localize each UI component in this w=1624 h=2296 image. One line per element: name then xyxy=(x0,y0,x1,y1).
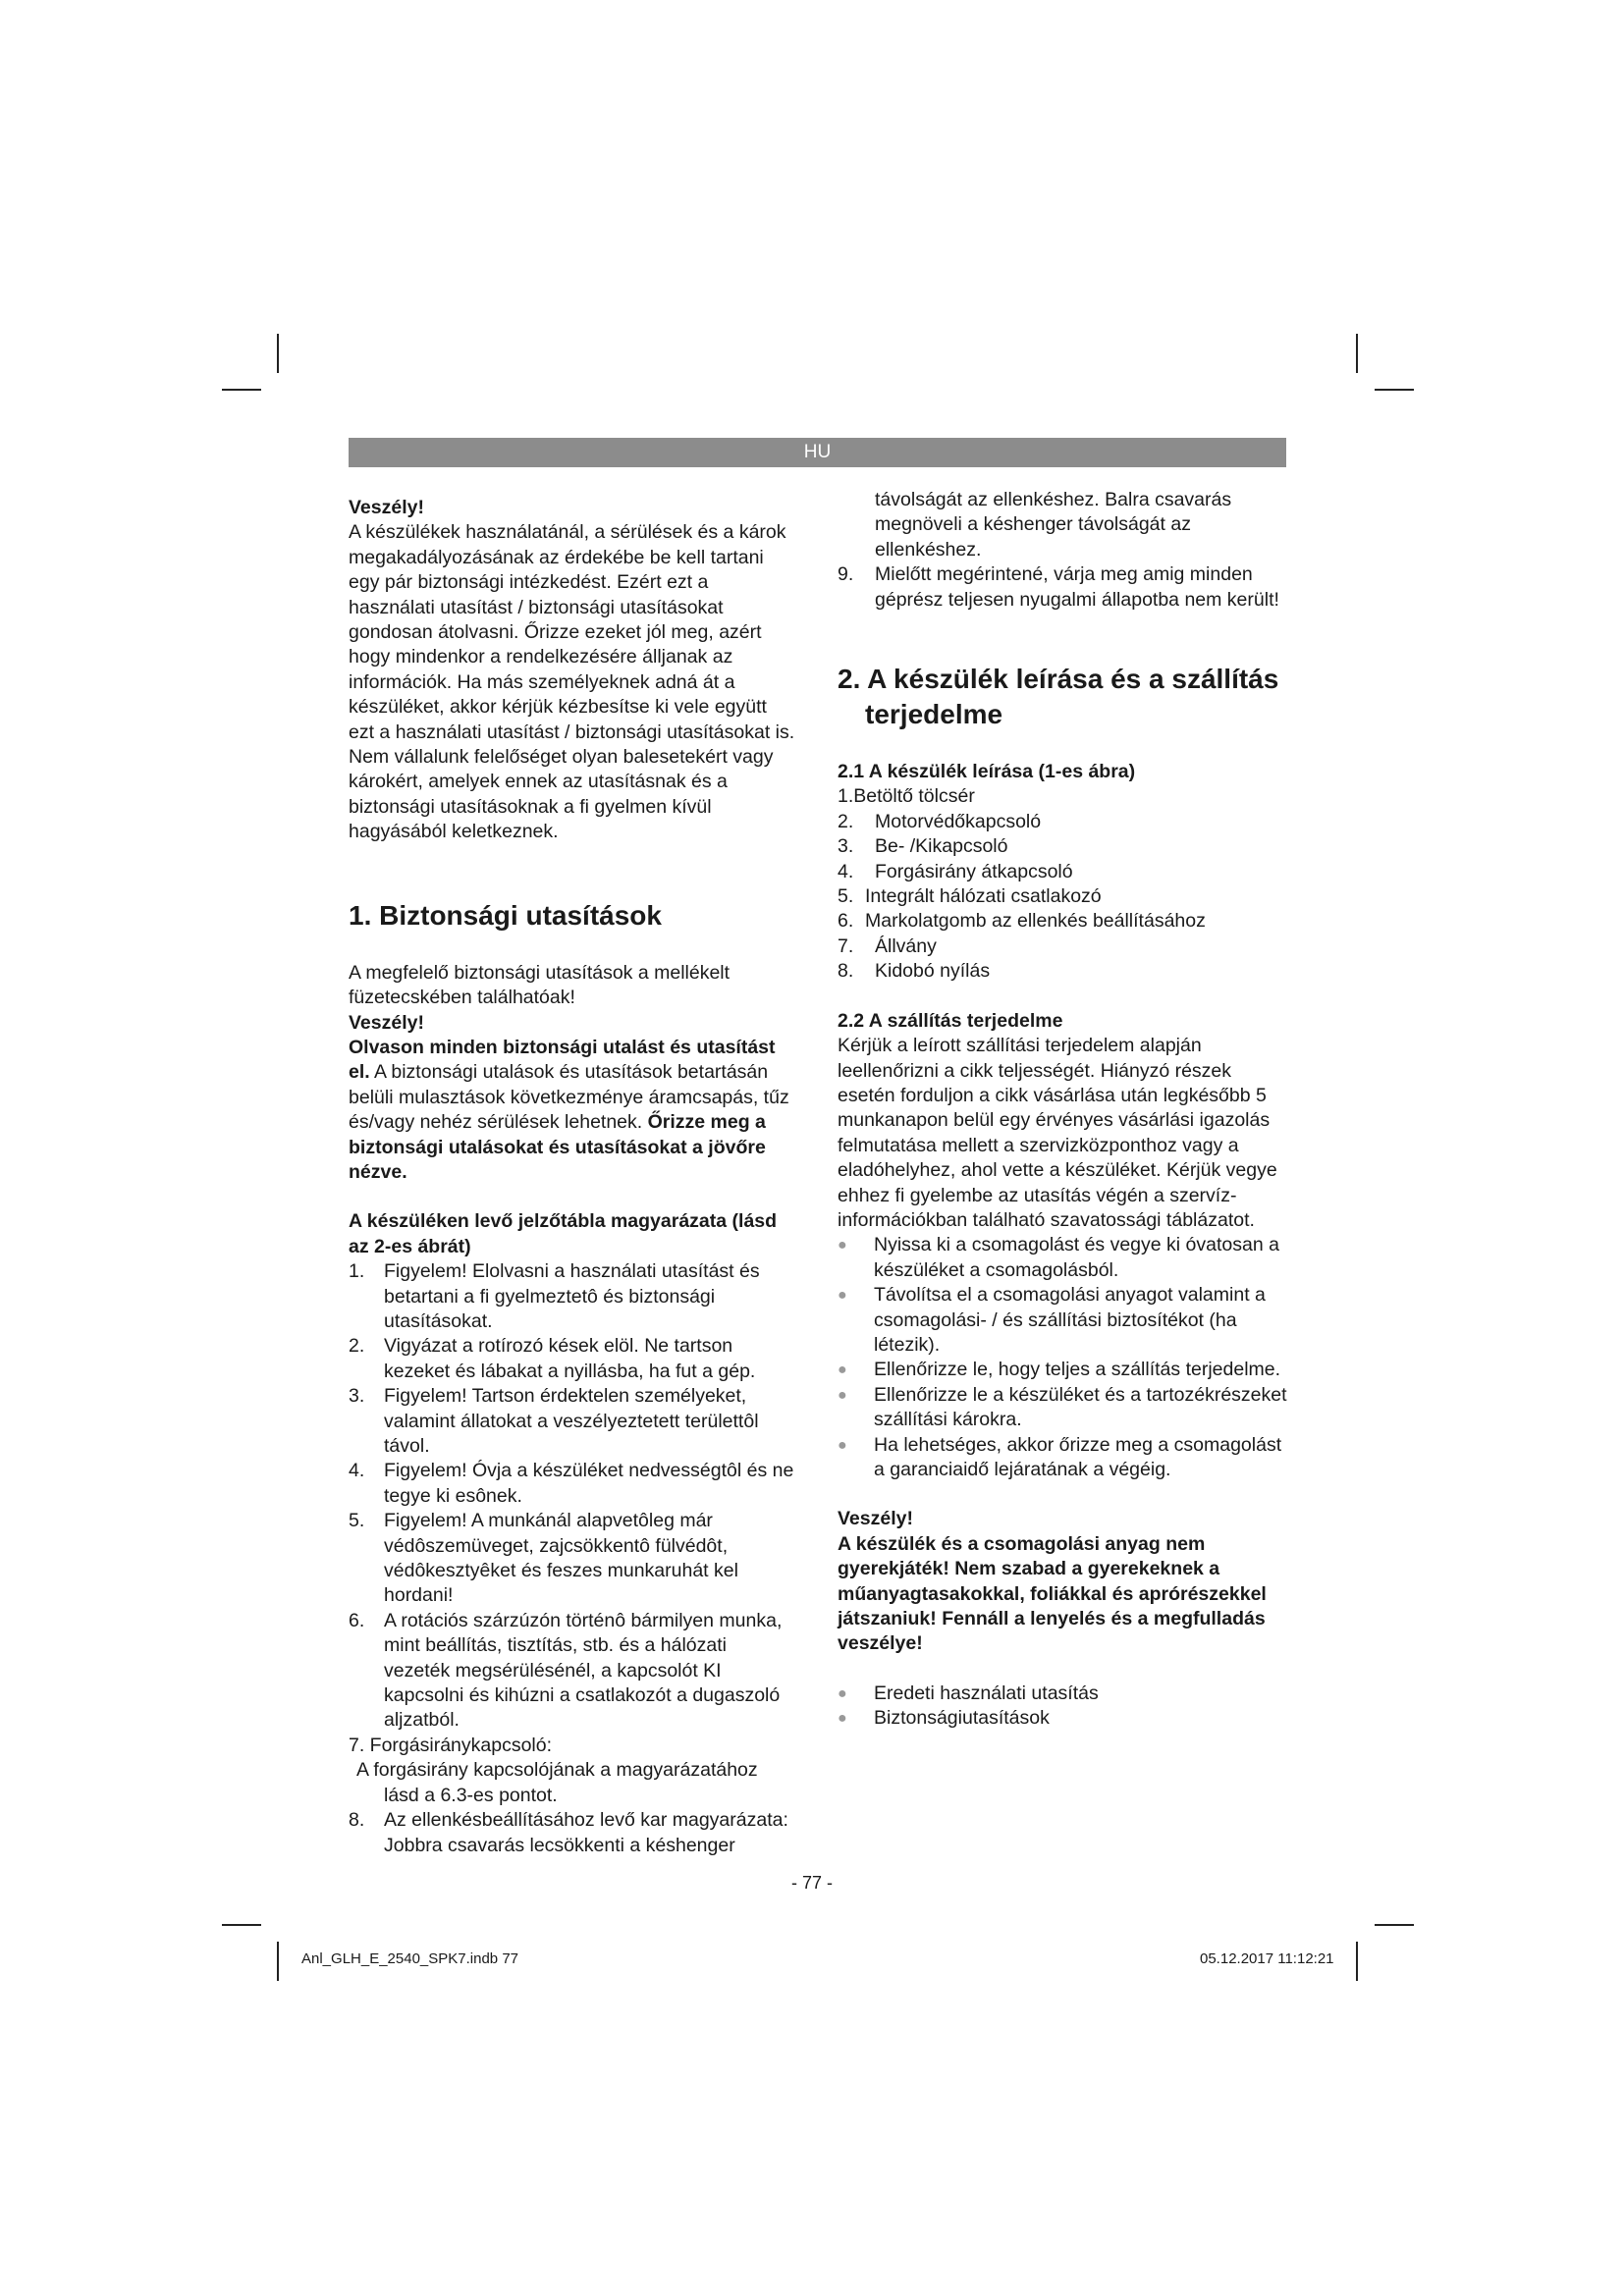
danger-2-text: A készülék és a csomagolási anyag nem gyerekjáték! Nem szabad a gyerekeknek a műanyagtasakokkal, foliákkal és aprórészekkel játszaniuk! Fennáll a lenyelés és a megfulladás veszélye! xyxy=(838,1532,1267,1655)
list-item: 9. Mielőtt megérintené, várja meg amig minden géprész teljesen nyugalmi állapotba nem került! xyxy=(838,563,1279,611)
bullet-icon: ● xyxy=(838,1710,847,1728)
section-1-danger: Veszély! xyxy=(349,1011,424,1034)
device-part: 2. Motorvédőkapcsoló xyxy=(838,810,1042,832)
crop-mark xyxy=(222,1924,261,1926)
danger-title: Veszély! xyxy=(349,497,424,518)
device-part: 3. Be- /Kikapcsoló xyxy=(838,835,1008,858)
section-1-text: A megfelelő biztonsági utasítások a mellékelt füzetecskében találhatóak! xyxy=(349,961,731,1009)
bullet-icon: ● xyxy=(838,1436,847,1454)
list-item-7-text: A forgásirány kapcsolójának a magyarázatához lásd a 6.3-es pontot. xyxy=(356,1759,758,1806)
list-item: 6. A rotációs szárzúzón történô bármilyen munka, mint beállítás, tisztítás, stb. és a hálózati vezeték megsérülésénél, a kapcsolót KI kapcsolni és kihúzni a csatlakozót a dugaszoló aljzatból. xyxy=(349,1609,783,1732)
footer-timestamp: 05.12.2017 11:12:21 xyxy=(1200,1950,1334,1967)
bullet-item: ● Nyissa ki a csomagolást és vegye ki óvatosan a készüléket a csomagolásból. xyxy=(838,1234,1279,1281)
list-item: 4. Figyelem! Óvja a készüléket nedvességtôl és ne tegye ki esônek. xyxy=(349,1460,794,1507)
crop-mark xyxy=(222,389,261,391)
bullet-icon: ● xyxy=(838,1684,847,1702)
section-1-text-2: A biztonsági utalások és utasítások betartásán belüli mulasztások következménye áramcsapás, tűz és/vagy nehéz sérülések lehetnek. xyxy=(349,1061,789,1134)
device-part: 6. Markolatgomb az ellenkés beállításához xyxy=(838,910,1206,933)
crop-mark xyxy=(277,1942,279,1981)
list-item: 2. Vigyázat a rotírozó kések elöl. Ne tartson kezeket és lábakat a nyillásba, ha fut a gép. xyxy=(349,1335,756,1382)
section-1-title: 1. Biztonsági utasítások xyxy=(349,899,662,931)
device-part: 5. Integrált hálózati csatlakozó xyxy=(838,885,1102,908)
device-part: 7. Állvány xyxy=(838,934,937,957)
right-column xyxy=(838,488,1289,1732)
section-2-2-title: 2.2 A szállítás terjedelme xyxy=(838,1009,1063,1032)
bullet-item: ● Ha lehetséges, akkor őrizze meg a csomagolást a garanciaidő lejáratának a végéig. xyxy=(838,1433,1282,1480)
section-1-bold-2: Őrizze meg a biztonsági utalásokat és utasításokat a jövőre nézve. xyxy=(349,1111,766,1183)
footer-filename: Anl_GLH_E_2540_SPK7.indb 77 xyxy=(301,1950,519,1967)
page-number: - 77 - xyxy=(790,1873,833,1893)
bullet-item: ● Távolítsa el a csomagolási anyagot valamint a csomagolási- / és szállítási biztosítékot (ha létezik). xyxy=(838,1284,1266,1356)
section-2-1-title: 2.1 A készülék leírása (1-es ábra) xyxy=(838,761,1136,783)
section-1-bold-1: Olvason minden biztonsági utalást és utasítást el. xyxy=(349,1036,776,1084)
bullet-item: ● Ellenőrizze le, hogy teljes a szállítás terjedelme. xyxy=(838,1358,1289,1382)
crop-mark xyxy=(1356,334,1358,373)
device-part-1: 1.Betöltő tölcsér xyxy=(838,785,975,808)
device-part: 4. Forgásirány átkapcsoló xyxy=(838,860,1073,882)
bullet-icon: ● xyxy=(838,1287,847,1305)
list-item: 1. Figyelem! Elolvasni a használati utasítást és betartani a fi gyelmeztetô és biztonsági utasításokat. xyxy=(349,1260,760,1332)
bullet-icon: ● xyxy=(838,1237,847,1255)
list-item: 5. Figyelem! A munkánál alapvetôleg már védôszemüveget, zajcsökkentô fülvédôt, védôkesztyêket és feszes munkaruhát kel hordani! xyxy=(349,1510,738,1607)
list-item: 8. Az ellenkésbeállításához levő kar magyarázata: Jobbra csavarás lecsökkenti a késhenger xyxy=(349,1809,788,1856)
language-header-bar: HU xyxy=(349,438,1286,467)
bullet-item: ● Ellenőrizze le a készüléket és a tartozékrészeket szállítási károkra. xyxy=(838,1383,1287,1431)
device-part: 8. Kidobó nyílás xyxy=(838,960,991,983)
crop-mark xyxy=(277,334,279,373)
bullet-icon: ● xyxy=(838,1386,847,1404)
section-1-paragraph xyxy=(349,1036,795,1185)
left-column xyxy=(349,496,795,1858)
bullet-item: ● Eredeti használati utasítás xyxy=(838,1682,1289,1706)
crop-mark xyxy=(1356,1942,1358,1981)
list-item-7-label: 7. Forgásiránykapcsoló: xyxy=(349,1734,553,1756)
sign-explanation-title: A készüléken levő jelzőtábla magyarázata (lásd az 2-es ábrát) xyxy=(349,1210,778,1257)
crop-mark xyxy=(1375,1924,1414,1926)
crop-mark xyxy=(1375,389,1414,391)
list-item: 3. Figyelem! Tartson érdektelen személyeket, valamint állatokat a veszélyeztetett területtôl távol. xyxy=(349,1385,759,1457)
danger-2-title: Veszély! xyxy=(838,1508,913,1530)
bullet-item: ● Biztonságiutasítások xyxy=(838,1706,1289,1731)
danger-text: A készülékek használatánál, a sérülések és a károk megakadályozásának az érdekébe be kell tartani egy pár biztonsági intézkedést. Ezért ezt a használati utasítást / biztonsági utasításokat gondosan átolvasni. Őrizze ezeket jól meg, azért hogy mindenkor a rendelkezésére álljanak az információk. Ha más személyeknek adná át a készüléket, akkor kérjük kézbesítse ki vele együtt ezt a használati utasítást / biztonsági utasításokat is. Nem vállalunk felelőséget olyan balesetekért vagy károkért, amelyek ennek az utasításnak és a biztonsági utasításoknak a fi gyelmen kívül hagyásából keletkeznek. xyxy=(349,521,795,843)
section-2-2-text: Kérjük a leírott szállítási terjedelem alapján leellenőrizni a cikk teljességét. Hiányzó részek esetén forduljon a cikk vásárlása után legkésőbb 5 munkanapon belül egy érvényes vásárlási igazolás felmutatása mellett a szervizközponthoz vagy a eladóhelyhez, ahol vette a készüléket. Kérjük vegye ehhez fi gyelembe az utasítás végén a szervíz-információkban található szavatossági táblázatot. xyxy=(838,1035,1277,1231)
bullet-icon: ● xyxy=(838,1362,847,1379)
section-2-title: 2. A készülék leírása és a szállítás terjedelme xyxy=(838,664,1279,730)
list-item-8-continued: távolságát az ellenkéshez. Balra csavarás megnöveli a késhenger távolságát az ellenkéshez. xyxy=(875,489,1232,561)
